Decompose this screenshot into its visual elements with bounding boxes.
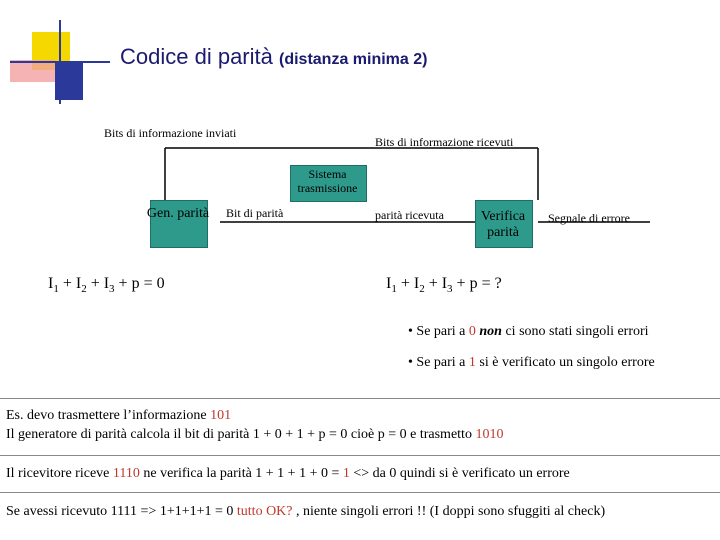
bullet-odd: • Se pari a 1 si è verificato un singolo errore xyxy=(408,355,655,370)
label-bits-sent: Bits di informazione inviati xyxy=(104,126,237,140)
label-parity-bit: Bit di parità xyxy=(226,206,284,220)
bullet-even: • Se pari a 0 non ci sono stati singoli errori xyxy=(408,324,649,339)
example-line-1: Es. devo trasmettere l’informazione 101 xyxy=(6,408,232,423)
title-main: Codice di parità xyxy=(120,44,273,69)
label-bits-received: Bits di informazione ricevuti xyxy=(375,135,514,149)
formula-left: $I_1 + I_2 + I_3 + p = 0$ xyxy=(48,275,165,296)
label-transmission-system: Sistema trasmissione xyxy=(297,167,358,195)
example-line-3: Il ricevitore riceve 1110 ne verifica la parità 1 + 1 + 1 + 0 = 1 <> da 0 quindi si è verificato un errore xyxy=(6,466,570,481)
divider xyxy=(0,492,720,493)
example-line-4: Se avessi ricevuto 1111 => 1+1+1+1 = 0 tutto OK? , niente singoli errori !! (I doppi sono sfuggiti al check) xyxy=(6,504,606,519)
label-parity-generator: Gen. parità xyxy=(146,206,210,221)
formula-right: $I_1 + I_2 + I_3 + p$ = ? xyxy=(386,275,502,296)
example-line-2: Il generatore di parità calcola il bit di parità 1 + 0 + 1 + p = 0 cioè p = 0 e trasmetto 1010 xyxy=(6,427,504,442)
title-sub: (distanza minima 2) xyxy=(279,51,428,68)
label-parity-received: parità ricevuta xyxy=(375,208,444,222)
label-parity-verify: Verifica parità xyxy=(480,209,526,240)
label-error-signal: Segnale di errore xyxy=(548,211,630,225)
divider xyxy=(0,398,720,399)
divider xyxy=(0,455,720,456)
